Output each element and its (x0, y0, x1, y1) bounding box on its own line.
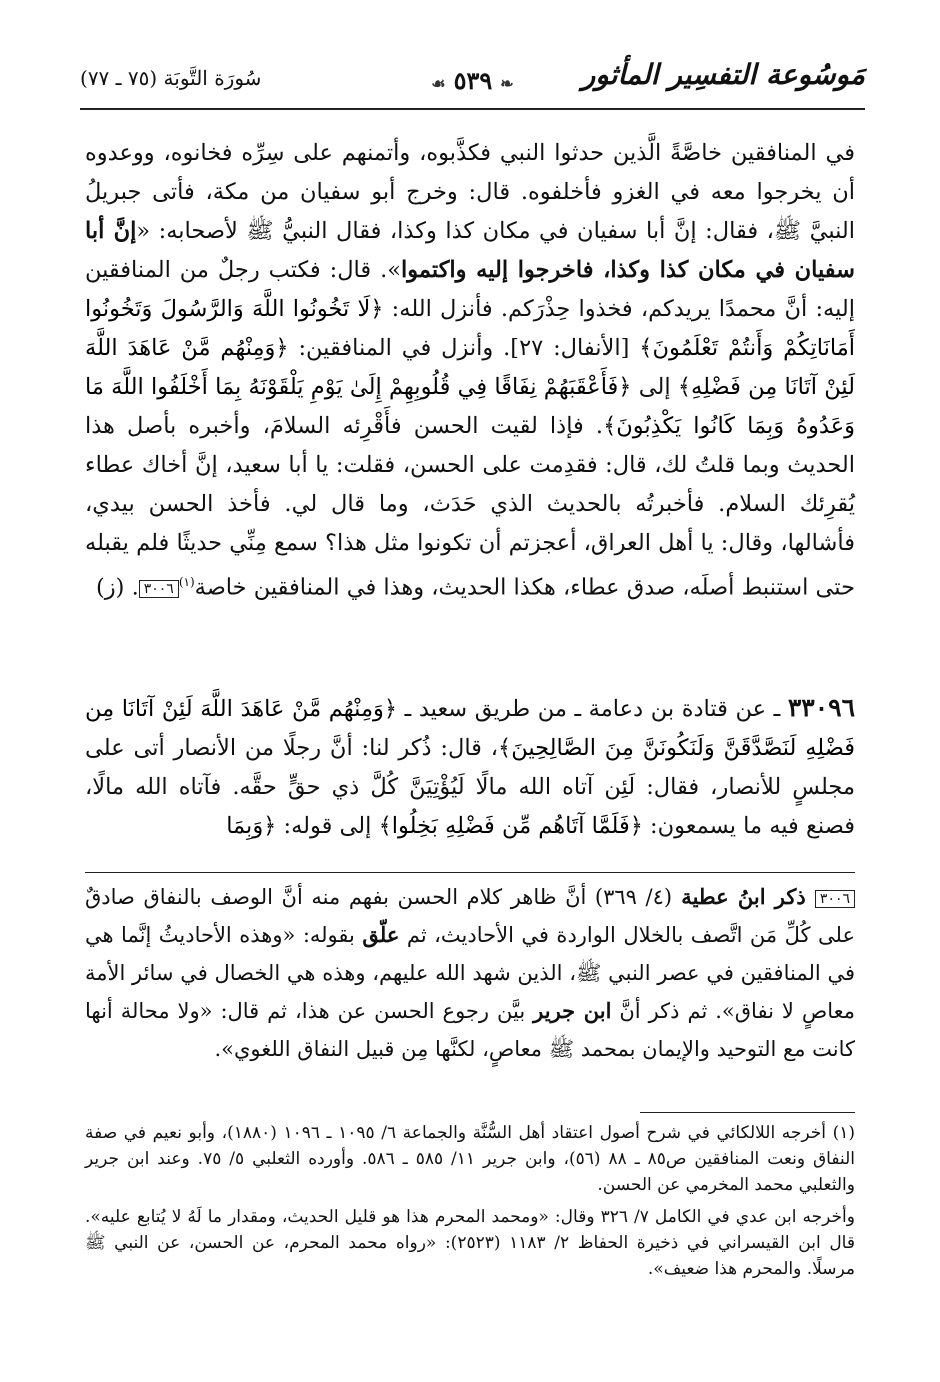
text-run: في المنافقين خاصَّةً الَّذين حدثوا النبي فكذَّبوه، وأتمنهم على سِرِّه فخانوه، ووعدوه أن يخرجوا معه في الغزو فأخلفوه. قال: وخرج أبو سفيان من مكة، فأتى جبريلُ النبيَّ ﷺ، فقال: إنَّ أبا سفيان في مكان كذا وكذا، فقال النبيُّ ﷺ لأصحابه: « (85, 140, 856, 244)
surah-title: سُورَة التَّوبَة (163, 66, 262, 90)
text-run: ». قال: فكتب رجلٌ من المنافقين إليه: أنَّ محمدًا يريدكم، فخذوا حِذْرَكم. فأنزل الله: (85, 257, 855, 322)
header-rule (80, 108, 865, 110)
text-run: بقوله: «وهذه الأحاديثُ إنَّما هي في المنافقين في عصر النبي ﷺ، الذين شهد الله عليهم، وهذه هي الخصال في سائر الأمة معاصٍ لا نفاق». ثم ذكر أنَّ (85, 923, 855, 1023)
running-header (80, 58, 865, 104)
quran-verse: ﴿وَمِنْهُم مَّنْ عَاهَدَ اللَّهَ لَئِنْ آتَانَا مِن فَضْلِهِ﴾ (85, 335, 855, 400)
text-run: . فإذا لقيت الحسن فأَقْرِئه السلامَ، وأخبره بأصل هذا الحديث وبما قلتُ لك، قال: فقدِمت على الحسن، فقلت: يا أبا سعيد، إنَّ أخاك عطاء يُقرِئك السلام. فأخبرتُه بالحديث الذي حَدَث، وما قال لي. فأخذ الحسن بيدي، فأشالها، وقال: يا أهل العراق، أعجزتم أن تكونوا مثل هذا؟ سمع مِنِّي حديثًا فلم يقبله حتى استنبط أصلَه، صدق عطاء، هكذا الحديث، وهذا في المنافقين خاصة (85, 413, 855, 601)
text-run: (٤/ ٣٦٩) أنَّ ظاهر كلام الحسن بفهم منه أنَّ الوصف بالنفاق صادقٌ على كُلِّ مَن اتَّصف بالخلال الواردة في الأحاديث، ثم (85, 885, 855, 947)
quran-verse: ﴿لَا تَخُونُوا اللَّهَ وَالرَّسُولَ وَتَخُونُوا أَمَانَاتِكُمْ وَأَنتُمْ تَعْلَمُونَ﴾ (85, 296, 856, 361)
commentary-ref-box: ٣٠٠٦ (815, 890, 855, 908)
verse-range: (٧٥ ـ ٧٧) (80, 66, 158, 90)
paragraph (85, 878, 855, 1068)
book-title: مَوسُوعة التفسِير المأثور (581, 58, 865, 91)
text-run: . (ز) (96, 574, 139, 601)
commentary-rule (85, 872, 855, 873)
quran-verse: ﴿فَأَعْقَبَهُمْ نِفَاقًا فِي قُلُوبِهِمْ إِلَىٰ يَوْمِ يَلْقَوْنَهُ بِمَا أَخْلَفُوا اللَّهَ مَا وَعَدُوهُ وَبِمَا كَانُوا يَكْذِبُونَ﴾ (85, 374, 856, 439)
quran-verse: ﴿وَبِمَا (226, 813, 277, 839)
footnotes (85, 1120, 855, 1288)
quran-verse: ﴿وَمِنْهُم مَّنْ عَاهَدَ اللَّهَ لَئِنْ آتَانَا مِن فَضْلِهِ لَنَصَّدَّقَنَّ وَلَنَكُونَنَّ مِنَ الصَّالِحِينَ﴾ (85, 696, 855, 761)
commentary-ref-box[interactable]: ٣٠٠٦ (139, 580, 179, 598)
entry-33096 (85, 688, 855, 846)
surah-header (80, 66, 261, 90)
text-run: ، قال: ذُكر لنا: أنَّ رجلًا من الأنصار أتى على مجلسٍ للأنصار، فقال: لَئِن آتاه الله مالًا لَيُؤْتِيَنَّ كُلَّ ذي حقٍّ حقَّه. فآتاه الله مالًا، فصنع فيه ما يسمعون: (85, 735, 855, 839)
commentary-block (85, 878, 855, 1068)
text-run: ـ عن قتادة بن دعامة ـ من طريق سعيد ـ (397, 696, 788, 722)
entry-number: ٣٣٠٩٦ (787, 693, 855, 722)
text-run: . وأنزل في المنافقين: (288, 335, 511, 361)
paragraph (85, 134, 855, 608)
main-text (85, 134, 855, 608)
author-name: ذكر ابنُ عطية (672, 884, 815, 909)
text-run: علّق (362, 922, 400, 947)
text-run: إلى قوله: (276, 813, 379, 839)
text-run: إلى (631, 374, 678, 400)
page-number: ٥٣٩ (453, 66, 493, 95)
ornament-icon: ☙ (431, 74, 446, 93)
verse-reference: [الأنفال: ٢٧] (510, 335, 630, 361)
footnote: (١) أخرجه اللالكائي في شرح أصول اعتقاد أهل السُّنَّة والجماعة ٦/ ١٠٩٥ ـ ١٠٩٦ (١٨٨٠)، وأبو نعيم في صفة النفاق ونعت المنافقين ص٨٥ ـ ٨٨ (٥٦)، وابن جرير ١١/ ٥٨٥ ـ ٥٨٦. وأورده الثعلبي ٥/ ٧٥. وعند ابن جرير والثعلبي محمد المخرمي عن الحسن. (85, 1123, 855, 1195)
author-name: ابن جرير (533, 998, 612, 1023)
footnote-marker[interactable]: (١) (178, 575, 195, 589)
ornament-icon: ❧ (500, 74, 514, 93)
footnote-rule (640, 1112, 855, 1113)
footnote: وأخرجه ابن عدي في الكامل ٧/ ٣٢٦ وقال: «ومحمد المحرم هذا هو قليل الحديث، ومقدار ما لَهُ لا يُتابع عليه». قال ابن القيسراني في ذخيرة الحفاظ ٢/ ١١٨٣ (٢٥٢٣): «رواه محمد المحرم، عن الحسن، عن النبي ﷺ مرسلًا. والمحرم هذا ضعيف». (85, 1207, 855, 1279)
quran-verse: ﴿فَلَمَّا آتَاهُم مِّن فَضْلِهِ بَخِلُوا﴾ (378, 813, 643, 839)
hadith-text: إنَّ أبا سفيان في مكان كذا وكذا، فاخرجوا إليه واكتموا (85, 218, 855, 283)
text-run: بيَّن رجوع الحسن عن هذا، ثم قال: «ولا محالة أنها كانت مع التوحيد والإيمان بمحمد ﷺ معاصٍ، لكنَّها مِن قبيل النفاق اللغوي». (85, 999, 855, 1061)
paragraph (85, 688, 855, 846)
